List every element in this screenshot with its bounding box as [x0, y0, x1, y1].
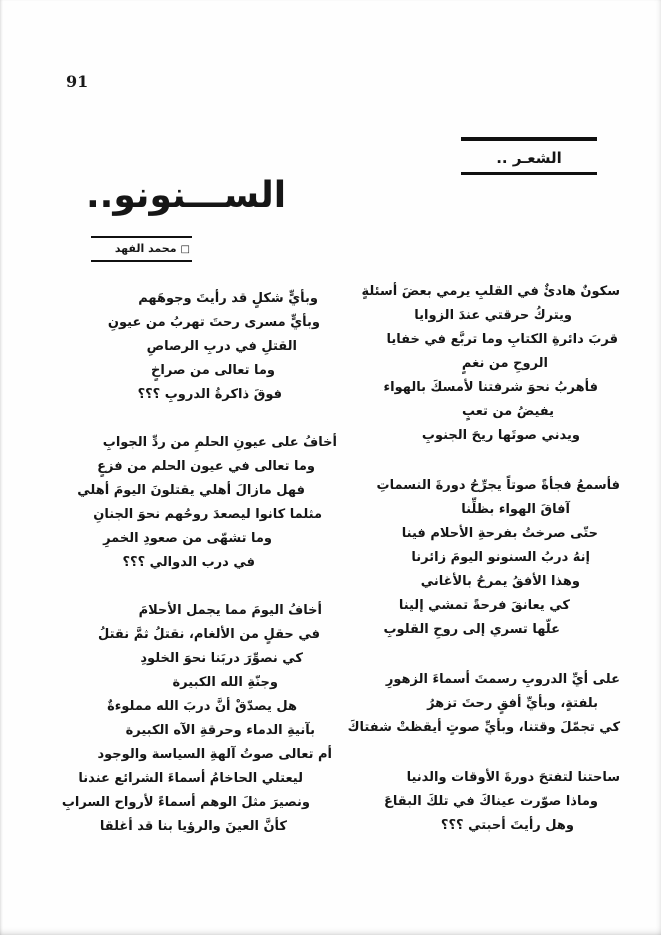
- poem-line: وما تعالى في عيون الحلم من فزعٍ: [97, 459, 315, 474]
- poem-line: ونصيرَ مثلَ الوهم أسماءً لأرواح السرابِ: [61, 795, 310, 810]
- poem-line: فوقَ ذاكرةُ الدروبِ ؟؟؟: [137, 387, 282, 402]
- poem-line: سكونٌ هادئٌ في القلبِ يرمي بعضَ أسئلةٍ: [361, 284, 620, 299]
- poem-line: كي يعانقَ فرحةً تمشي إلينا: [398, 598, 570, 613]
- poem-line: ساحتنا لتفتحَ دورةَ الأوقات والدنيا: [406, 770, 620, 785]
- poem-line: بآنيةِ الدماء وحرقةِ الآه الكبيرة: [125, 723, 315, 738]
- stanza: [347, 668, 620, 740]
- stanza: [358, 474, 620, 642]
- poem-line: هل يصدّقْ أنَّ دربَ الله مملوءةٌ: [107, 699, 297, 714]
- poem-line: قربَ دائرةِ الكتابِ وما تربَّع في خفايا: [386, 332, 618, 347]
- section-header-box: [461, 137, 597, 175]
- poem-line: حتّى صرختُ بفرحةِ الأحلام فينا: [401, 526, 598, 541]
- poem-line: على أيِّ الدروبِ رسمتَ أسماءَ الزهورِ: [385, 672, 620, 687]
- poem-line: مثلما كانوا ليصعدَ روحُهم نحوَ الجنانِ: [93, 507, 322, 522]
- poem-line: فأهربُ نحوَ شرفتنا لأمسكَ بالهواء: [383, 380, 598, 395]
- poem-column-first: [347, 280, 620, 864]
- poem-line: ويتركُ حرقتي عندَ الزوايا: [414, 308, 572, 323]
- poem-line: يفيضُ من تعبٍ: [461, 404, 554, 419]
- poem-line: بلفتةٍ، وبأيِّ أفقٍ رحتَ تزهرُ: [427, 696, 598, 711]
- poem-line: وهذا الأفقُ يمرحُ بالأغاني: [420, 574, 580, 589]
- poem-title: الســـنونو..: [86, 175, 287, 216]
- poem-line: آفاقَ الهواء بظلِّنا: [461, 502, 570, 517]
- poem-line: كي نصوِّرَ دربَنا نحوَ الخلودِ: [140, 651, 303, 666]
- poem-line: ليعتلي الحاخامُ أسماءَ الشرائع عندنا: [78, 771, 303, 786]
- poem-line: في حقلٍ من الألغام، نقتلُ ثمَّ نقتلُ: [98, 627, 320, 642]
- poem-line: وماذا صوّرت عيناكَ في تلكَ البقاعَ: [383, 794, 598, 809]
- poem-line: وما تشهّى من صعودِ الخمرِ: [103, 531, 272, 546]
- stanza: [61, 599, 345, 839]
- square-bullet-icon: □: [180, 244, 190, 255]
- section-label: الشعـر ..: [496, 149, 562, 167]
- poem-line: أخافُ على عيونِ الحلمِ من ردِّ الجوابِ: [102, 435, 337, 450]
- stanza: [358, 766, 620, 838]
- poem-line: وما تعالى من صراخٍ: [151, 363, 275, 378]
- poem-line: كأنَّ العينَ والرؤيا بنا قد أغلقا: [99, 819, 287, 834]
- stanza: [64, 287, 345, 407]
- poem-line: وبأيٍّ مسرى رحتَ تهربُ من عيونِ: [107, 315, 320, 330]
- author-block: [91, 236, 192, 262]
- poem-line: الروحِ من نغمٍ: [461, 356, 548, 371]
- poem-line: القتلِ في دربِ الرصاصِ: [146, 339, 297, 354]
- poem-line: أخافُ اليومَ مما يجمل الأحلامَ: [138, 603, 322, 618]
- poem-line: وبأيٍّ شكلٍ قد رأيتَ وجوهَهم: [138, 291, 318, 306]
- poem-line: فأسمعُ فجأةً صوتاً يجرِّحُ دورةَ النسماتِ: [376, 478, 620, 493]
- page-number: 91: [66, 72, 89, 91]
- poem-line: إنهُ دربُ السنونو اليومَ زائرنا: [411, 550, 590, 565]
- author-name: محمد الفهد: [114, 242, 177, 255]
- poem-line: وهل رأيتَ أحبتي ؟؟؟: [440, 818, 574, 833]
- poem-column-second: [61, 287, 345, 863]
- stanza: [358, 280, 620, 448]
- poem-line: ويدني صوتَها ريحَ الجنوبِ: [421, 428, 580, 443]
- poem-line: كي تجمّلَ وقتنا، وبأيِّ صوتٍ أيقظتْ شفتاكَ: [347, 720, 620, 735]
- poem-line: وجنّةِ الله الكبيرة: [172, 675, 278, 690]
- poem-line: علّها تسري إلى روحِ القلوبِ: [383, 622, 560, 637]
- poem-line: في درب الدوالي ؟؟؟: [122, 555, 255, 570]
- stanza: [64, 431, 345, 575]
- poem-line: فهل مازالَ أهلي يقتلونَ اليومَ أهلي: [77, 483, 305, 498]
- poem-line: أم تعالى صوتُ آلهةِ السياسة والوجود: [97, 747, 332, 762]
